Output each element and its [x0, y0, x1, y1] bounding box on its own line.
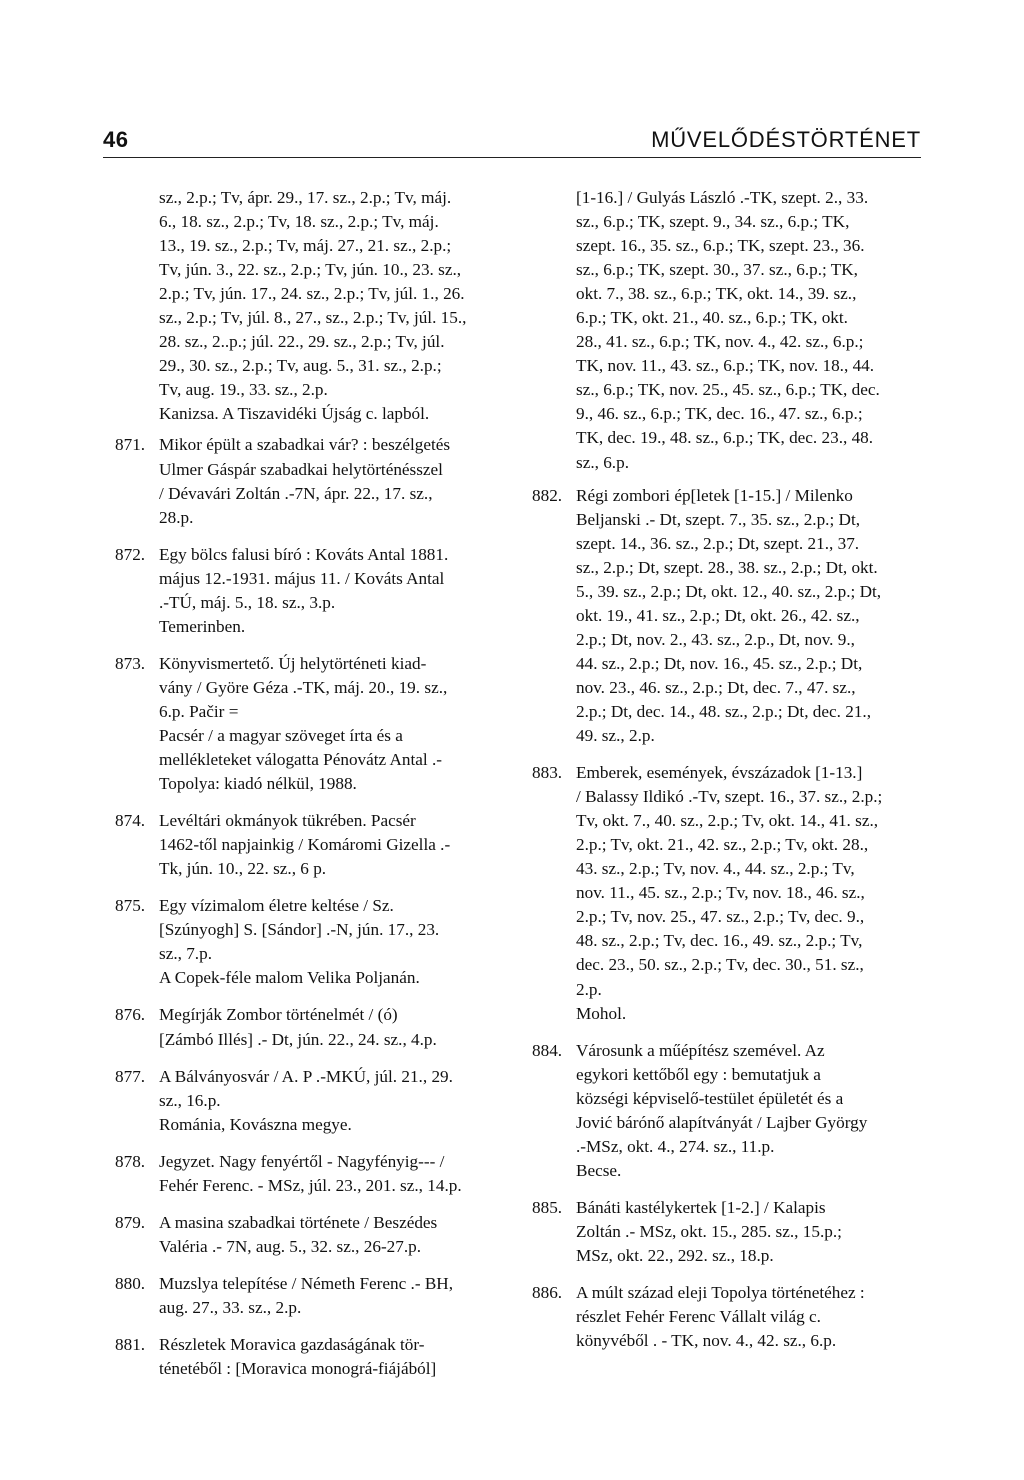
entry-line: 28., 41. sz., 6.p.; TK, nov. 4., 42. sz., 6.p.; [576, 332, 864, 352]
entry-line: mellékleteket válogatta Pénovátz Antal .- [159, 750, 443, 770]
entry-line: 28.p. [159, 507, 194, 527]
bibliography-entry [532, 1196, 942, 1268]
bibliography-entry [115, 652, 515, 796]
entry-line: 43. sz., 2.p.; Tv, nov. 4., 44. sz., 2.p.; Tv, [576, 859, 855, 879]
entry-line: Becse. [576, 1160, 622, 1180]
entry-line: 6.p. Pačir = [159, 701, 239, 721]
entry-line: okt. 19., 41. sz., 2.p.; Dt, okt. 26., 42. sz., [576, 605, 860, 625]
entry-number: 879. [115, 1212, 146, 1232]
bibliography-entry [532, 761, 942, 1026]
entry-number: 878. [115, 1151, 146, 1171]
header-rule [103, 157, 921, 158]
entry-line: 1462-től napjainkig / Komáromi Gizella .- [159, 835, 451, 855]
entry-number: 881. [115, 1334, 146, 1354]
entry-line: TK, dec. 19., 48. sz., 6.p.; TK, dec. 23., 48. [576, 428, 874, 448]
entry-line: [Zámbó Illés] .- Dt, jún. 22., 24. sz., 4.p. [159, 1029, 437, 1049]
entry-line: Muzslya telepítése / Németh Ferenc .- BH, [159, 1273, 454, 1293]
entry-line: 28. sz., 2..p.; júl. 22., 29. sz., 2.p.; Tv, júl. [159, 332, 445, 352]
entry-line: Egy vízimalom életre keltése / Sz. [159, 896, 394, 916]
bibliography-entry [115, 1272, 515, 1320]
entry-line: 29., 30. sz., 2.p.; Tv, aug. 5., 31. sz., 2.p.; [159, 356, 442, 376]
entry-line: sz., 2.p.; Dt, szept. 28., 38. sz., 2.p.; Dt, okt. [576, 557, 878, 577]
entry-number: 884. [532, 1040, 563, 1060]
entry-text [159, 894, 515, 990]
bibliography-entry [115, 1065, 515, 1137]
left-column [115, 186, 515, 1394]
entry-line: Városunk a műépítész szemével. Az [576, 1040, 825, 1060]
entry-number: 882. [532, 485, 563, 505]
entry-line: sz., 2.p.; Tv, ápr. 29., 17. sz., 2.p.; Tv, máj. [159, 188, 452, 207]
entry-line: 6.p.; TK, okt. 21., 40. sz., 6.p.; TK, okt. [576, 308, 848, 328]
entry-number: 885. [532, 1197, 563, 1217]
page-number: 46 [103, 127, 129, 152]
entry-number: 886. [532, 1283, 563, 1303]
entry-line: [Szúnyogh] S. [Sándor] .-N, jún. 17., 23. [159, 920, 440, 940]
entry-line: 2.p.; Dt, dec. 14., 48. sz., 2.p.; Dt, dec. 21., [576, 701, 872, 721]
bibliography-entry [532, 1281, 942, 1353]
entry-text [159, 1211, 515, 1259]
entry-text [576, 1281, 942, 1353]
entry-line: 2.p.; Dt, nov. 2., 43. sz., 2.p., Dt, nov. 9., [576, 629, 855, 649]
entry-line: Románia, Kovászna megye. [159, 1114, 352, 1134]
running-title: MŰVELŐDÉSTÖRTÉNET [651, 127, 921, 152]
bibliography-entry [115, 1003, 515, 1051]
bibliography-entry [115, 1211, 515, 1259]
entry-line: Mikor épült a szabadkai vár? : beszélgetés [159, 435, 451, 455]
entry-number: 877. [115, 1066, 146, 1086]
entry-line: sz., 6.p.; TK, szept. 30., 37. sz., 6.p.; TK, [576, 260, 858, 280]
entry-line: Bánáti kastélykertek [1-2.] / Kalapis [576, 1197, 826, 1217]
entry-line: Tv, okt. 7., 40. sz., 2.p.; Tv, okt. 14., 41. sz., [576, 811, 879, 831]
entry-line: Fehér Ferenc. - MSz, júl. 23., 201. sz., 14.p. [159, 1175, 462, 1195]
entry-line: / Balassy Ildikó .-Tv, szept. 16., 37. sz., 2.p.; [576, 787, 883, 807]
entry-line: 2.p.; Tv, jún. 17., 24. sz., 2.p.; Tv, júl. 1., 26. [159, 284, 465, 304]
entry-line: könyvéből . - TK, nov. 4., 42. sz., 6.p. [576, 1331, 837, 1351]
entry-line: Ulmer Gáspár szabadkai helytörténésszel [159, 459, 443, 479]
entry-line: TK, nov. 11., 43. sz., 6.p.; TK, nov. 18., 44. [576, 356, 875, 376]
entry-text [159, 652, 515, 796]
entry-number: 875. [115, 896, 146, 916]
entry-line: Topolya: kiadó nélkül, 1988. [159, 774, 357, 794]
entry-line: Kanizsa. A Tiszavidéki Újság c. lapból. [159, 404, 430, 424]
entry-line: 2.p.; Tv, nov. 25., 47. sz., 2.p.; Tv, dec. 9., [576, 907, 865, 927]
entry-line: .-MSz, okt. 4., 274. sz., 11.p. [576, 1136, 775, 1156]
entry-number: 871. [115, 435, 146, 455]
entry-line: 5., 39. sz., 2.p.; Dt, okt. 12., 40. sz., 2.p.; Dt, [576, 581, 882, 601]
entry-line: Tv, jún. 3., 22. sz., 2.p.; Tv, jún. 10., 23. sz., [159, 260, 462, 280]
bibliography-entry [115, 894, 515, 990]
entry-line: Könyvismertető. Új helytörténeti kiad- [159, 653, 427, 673]
entry-line: Jović bárónő alapítványát / Lajber György [576, 1112, 868, 1132]
entry-line: A múlt század eleji Topolya történetéhez : [576, 1283, 865, 1303]
entry-line: 48. sz., 2.p.; Tv, dec. 16., 49. sz., 2.p.; Tv, [576, 931, 863, 951]
entry-line: Zoltán .- MSz, okt. 15., 285. sz., 15.p.; [576, 1221, 842, 1241]
entry-line: sz., 6.p. [576, 452, 629, 472]
entry-line: sz., 7.p. [159, 944, 212, 964]
bibliography-entry [532, 1039, 942, 1183]
entry-text [576, 1039, 942, 1183]
entry-line: Tk, jún. 10., 22. sz., 6 p. [159, 859, 327, 879]
entry-line: Jegyzet. Nagy fenyértől - Nagyfényig--- / [159, 1151, 445, 1171]
entry-number: 873. [115, 653, 146, 673]
entry-line: / Dévavári Zoltán .-7N, ápr. 22., 17. sz., [159, 483, 433, 503]
bibliography-entry [115, 809, 515, 881]
entry-line: Megírják Zombor történelmét / (ó) [159, 1005, 398, 1025]
entry-number: 876. [115, 1005, 146, 1025]
entry-line: ténetéből : [Moravica monográ-fiájából] [159, 1359, 437, 1379]
entry-line: sz., 2.p.; Tv, júl. 8., 27., sz., 2.p.; Tv, júl. 15., [159, 308, 467, 328]
entry-text [576, 484, 942, 749]
entry-line: szept. 14., 36. sz., 2.p.; Dt, szept. 21., 37. [576, 533, 860, 553]
bibliography-entry [115, 1333, 515, 1381]
entry-line: 49. sz., 2.p. [576, 726, 655, 746]
entry-line: Egy bölcs falusi bíró : Kováts Antal 1881. [159, 544, 449, 564]
entry-line: Beljanski .- Dt, szept. 7., 35. sz., 2.p.; Dt, [576, 509, 861, 529]
entry-line: Temerinben. [159, 616, 246, 636]
entry-line: május 12.-1931. május 11. / Kováts Antal [159, 568, 445, 588]
entry-text [159, 1333, 515, 1381]
entry-line: 2.p. [576, 979, 602, 999]
entry-line: Mohol. [576, 1003, 627, 1023]
entry-line: [1-16.] / Gulyás László .-TK, szept. 2., 33. [576, 188, 869, 207]
entry-text [576, 761, 942, 1026]
entry-text [159, 543, 515, 639]
entry-text [159, 1003, 515, 1051]
entry-line: Valéria .- 7N, aug. 5., 32. sz., 26-27.p. [159, 1236, 422, 1256]
bibliography-entry [115, 1150, 515, 1198]
entry-line: vány / Györe Géza .-TK, máj. 20., 19. sz., [159, 677, 448, 697]
entry-line: egykori kettőből egy : bemutatjuk a [576, 1064, 821, 1084]
entry-text [159, 809, 515, 881]
entry-line: aug. 27., 33. sz., 2.p. [159, 1297, 302, 1317]
entry-line: községi képviselő-testület épületét és a [576, 1088, 844, 1108]
entry-line: sz., 6.p.; TK, szept. 9., 34. sz., 6.p.; TK, [576, 212, 850, 232]
entry-line: okt. 7., 38. sz., 6.p.; TK, okt. 14., 39. sz., [576, 284, 857, 304]
entry-number: 883. [532, 763, 563, 783]
entry-line: részlet Fehér Ferenc Vállalt világ c. [576, 1307, 821, 1327]
continued-entry [532, 186, 942, 475]
entry-line: 44. sz., 2.p.; Dt, nov. 16., 45. sz., 2.p.; Dt, [576, 653, 863, 673]
entry-number: 872. [115, 544, 146, 564]
entry-line: A Copek-féle malom Velika Poljanán. [159, 968, 420, 988]
entry-line: Emberek, események, évszázadok [1-13.] [576, 763, 863, 783]
entry-line: .-TÚ, máj. 5., 18. sz., 3.p. [159, 592, 336, 612]
right-column [532, 186, 942, 1366]
bibliography-entry [532, 484, 942, 749]
entry-line: nov. 11., 45. sz., 2.p.; Tv, nov. 18., 46. sz., [576, 883, 865, 903]
entry-text [159, 433, 515, 529]
entry-text [159, 1272, 515, 1320]
entry-line: Tv, aug. 19., 33. sz., 2.p. [159, 380, 328, 400]
entry-line: dec. 23., 50. sz., 2.p.; Tv, dec. 30., 51. sz., [576, 955, 864, 975]
entry-line: Régi zombori ép[letek [1-15.] / Milenko [576, 485, 853, 505]
entry-number: 874. [115, 811, 146, 831]
entry-line: Levéltári okmányok tükrében. Pacsér [159, 811, 416, 831]
entry-line: sz., 6.p.; TK, nov. 25., 45. sz., 6.p.; TK, dec. [576, 380, 880, 400]
entry-line: 6., 18. sz., 2.p.; Tv, 18. sz., 2.p.; Tv, máj. [159, 212, 439, 232]
entry-line: sz., 16.p. [159, 1090, 221, 1110]
bibliography-entry [115, 433, 515, 529]
entry-line: 2.p.; Tv, okt. 21., 42. sz., 2.p.; Tv, okt. 28., [576, 835, 869, 855]
entry-line: Pacsér / a magyar szöveget írta és a [159, 725, 403, 745]
entry-number: 880. [115, 1273, 146, 1293]
bibliography-entry [115, 543, 515, 639]
entry-text [576, 1196, 942, 1268]
entry-line: A masina szabadkai története / Beszédes [159, 1212, 438, 1232]
entry-line: 13., 19. sz., 2.p.; Tv, máj. 27., 21. sz., 2.p.; [159, 236, 452, 256]
entry-line: A Bálványosvár / A. P .-MKÚ, júl. 21., 29. [159, 1066, 453, 1086]
entry-line: 9., 46. sz., 6.p.; TK, dec. 16., 47. sz., 6.p.; [576, 404, 863, 424]
entry-text [159, 1150, 515, 1198]
entry-line: Részletek Moravica gazdaságának tör- [159, 1334, 425, 1354]
continued-entry [115, 186, 515, 426]
entry-line: MSz, okt. 22., 292. sz., 18.p. [576, 1245, 774, 1265]
entry-text [159, 1065, 515, 1137]
entry-line: nov. 23., 46. sz., 2.p.; Dt, dec. 7., 47. sz., [576, 677, 856, 697]
entry-line: szept. 16., 35. sz., 6.p.; TK, szept. 23., 36. [576, 236, 865, 256]
